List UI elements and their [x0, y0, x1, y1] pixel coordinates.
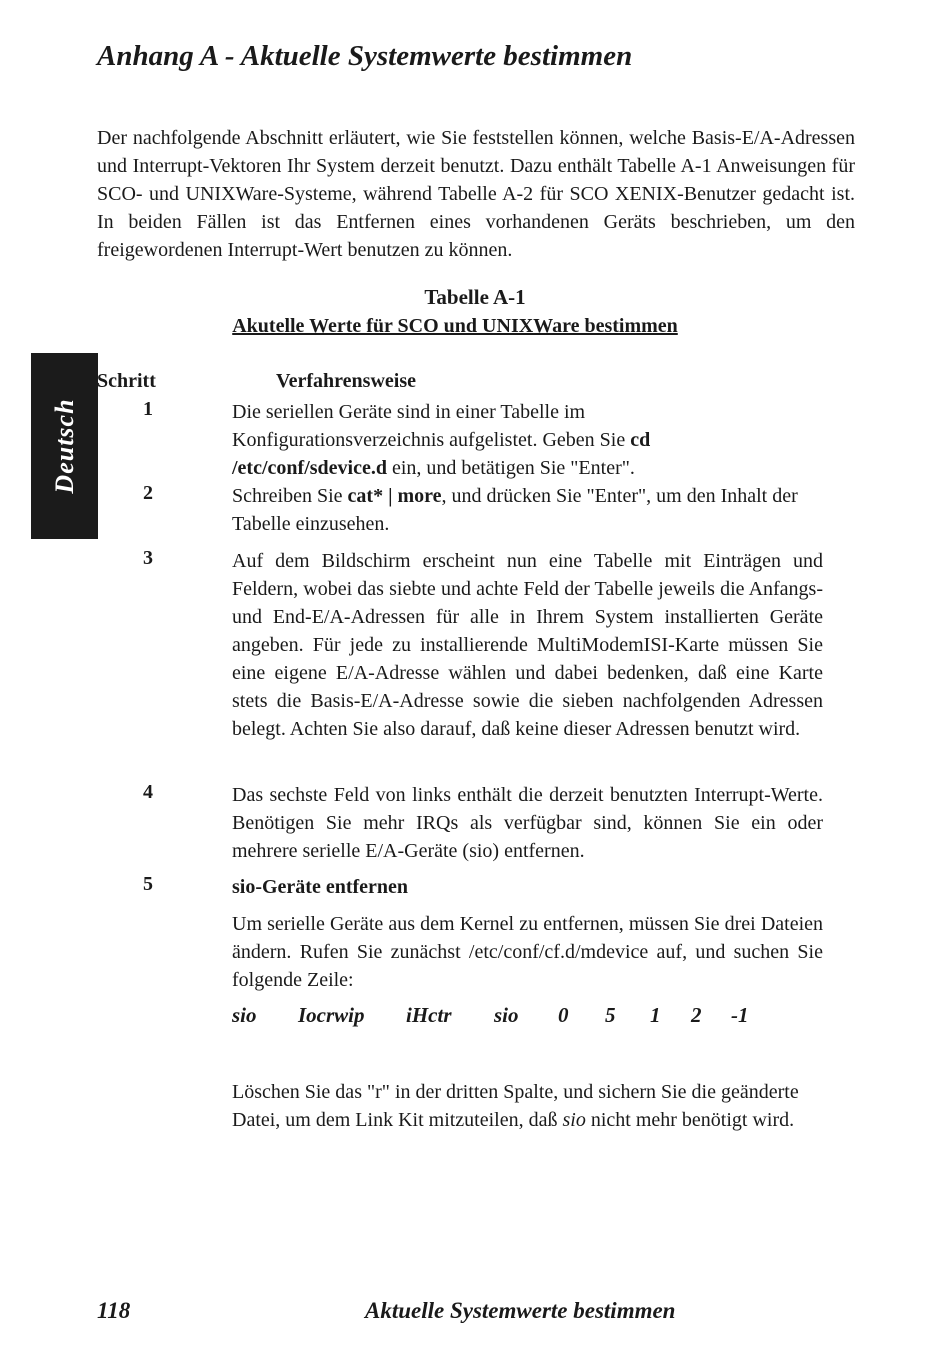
step-text-part: Die seriellen Geräte sind in einer Tabelle im Konfigurationsverzeichnis aufgelistet. Geben Sie: [232, 401, 626, 451]
step-number: 1: [143, 398, 153, 420]
step-italic-term: sio: [562, 1109, 586, 1131]
code-token: Iocrwip: [298, 1003, 365, 1027]
step-command: cd /etc/conf/sdevice.d: [232, 429, 651, 479]
code-token: -1: [731, 1003, 749, 1027]
intro-paragraph: Der nachfolgende Abschnitt erläutert, wie Sie feststellen können, welche Basis-E/A-Adressen und Interrupt-Vektoren Ihr System derzeit benutzt. Dazu enthält Tabelle A-1 Anweisungen für SCO- und UNIXWare-Systeme, während Tabelle A-2 für SCO XENIX-Benutzer gedacht ist. In beiden Fällen ist das Entfernen eines vorhandenen Geräts beschrieben, um den freigewordenen Interrupt-Wert benutzen zu können.: [97, 127, 855, 261]
step-text: [232, 398, 672, 482]
code-token: 2: [691, 1003, 702, 1027]
column-header-procedure: Verfahrensweise: [276, 370, 416, 392]
step-text: [232, 1078, 823, 1134]
page-title: Anhang A - Aktuelle Systemwerte bestimmen: [97, 40, 633, 72]
step-heading: sio-Geräte entfernen: [232, 876, 409, 898]
step-text: [232, 482, 823, 538]
column-header-step: Schritt: [97, 370, 156, 392]
step-number: 5: [143, 873, 153, 895]
step-text-part: , und drücken Sie "Enter", um den Inhalt der Tabelle einzusehen.: [232, 485, 798, 535]
step-number: 2: [143, 482, 153, 504]
table-subtitle: Akutelle Werte für SCO und UNIXWare bestimmen: [232, 315, 678, 337]
code-token: sio: [494, 1003, 519, 1027]
language-side-tab: [31, 353, 98, 539]
code-token: iHctr: [406, 1003, 452, 1027]
step-number: 4: [143, 781, 153, 803]
step-command: cat* | more: [347, 485, 442, 507]
footer-title: Aktuelle Systemwerte bestimmen: [365, 1298, 676, 1323]
step-text: Auf dem Bildschirm erscheint nun eine Tabelle mit Einträgen und Feldern, wobei das siebte und achte Feld der Tabelle jeweils die Anfangs- und End-E/A-Adressen für alle in Ihrem System installierten Geräte angeben. Für jede zu installierende MultiModemISI-Karte müssen Sie eine eigene E/A-Adresse wählen und dabei bedenken, daß eine Karte stets die Basis-E/A-Adresse sowie die sieben nachfolgenden Adressen belegt. Achten Sie also darauf, daß keine dieser Adressen benutzt wird.: [232, 550, 823, 740]
step-text: Um serielle Geräte aus dem Kernel zu entfernen, müssen Sie drei Dateien ändern. Rufen Sie zunächst /etc/conf/cf.d/mdevice auf, und suchen Sie folgende Zeile:: [232, 913, 823, 991]
step-text-part: nicht mehr benötigt wird.: [590, 1109, 795, 1131]
code-token: sio: [232, 1003, 257, 1027]
step-number: 3: [143, 547, 153, 569]
language-side-tab-label: Deutsch: [49, 398, 79, 494]
code-token: 0: [558, 1003, 569, 1027]
footer-page-number: 118: [97, 1298, 131, 1323]
step-text-part: ein, und betätigen Sie "Enter".: [391, 457, 635, 479]
step-text-part: Schreiben Sie: [232, 485, 343, 507]
code-token: 5: [605, 1003, 616, 1027]
step-text-part: Löschen Sie das "r" in der dritten Spalte, und sichern Sie die geänderte Datei, um dem Link Kit mitzuteilen, daß: [232, 1081, 799, 1131]
table-title: Tabelle A-1: [424, 285, 526, 309]
code-token: 1: [650, 1003, 661, 1027]
step-text: Das sechste Feld von links enthält die derzeit benutzten Interrupt-Werte. Benötigen Sie mehr IRQs als verfügbar sind, können Sie ein oder mehrere serielle E/A-Geräte (sio) entfernen.: [232, 784, 823, 862]
